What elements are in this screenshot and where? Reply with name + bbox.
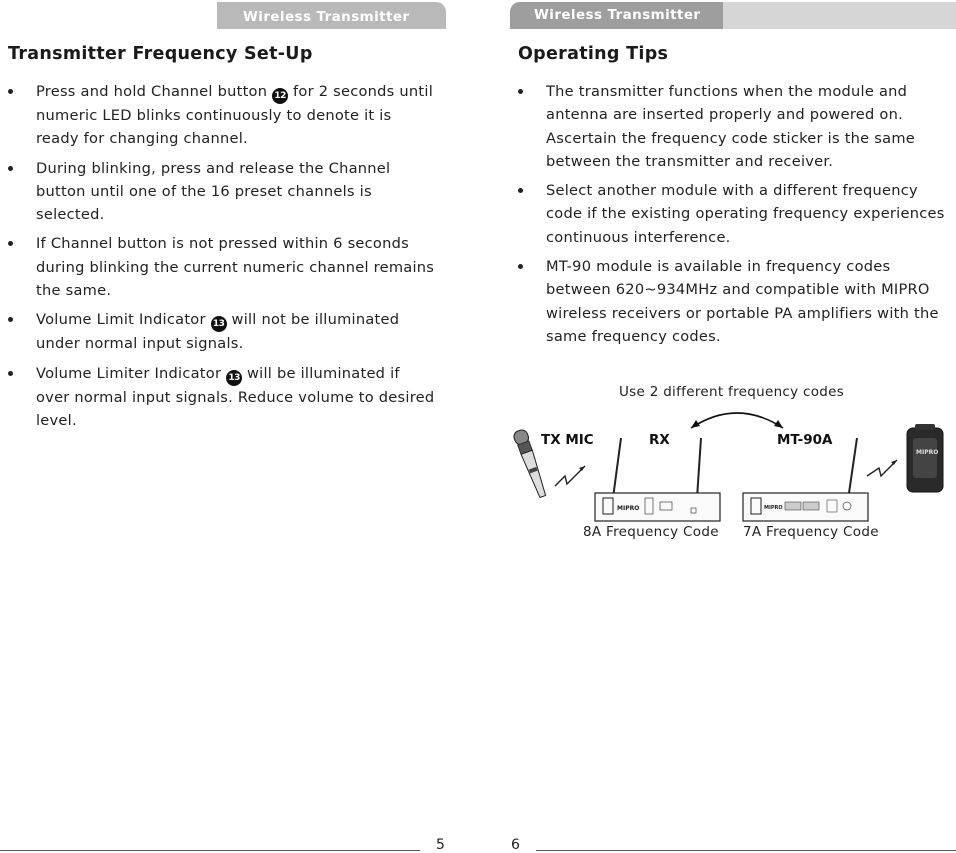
double-arrow-icon <box>691 413 783 428</box>
right-page-number: 6 <box>511 837 520 853</box>
list-item: Volume Limiter Indicator 13 will be illuminated if over normal input signals. Reduce volume to desired level. <box>36 362 436 433</box>
list-item: MT-90 module is available in frequency codes between 620~934MHz and compatible with MIPRO wireless receivers or portable PA amplifiers with the same frequency codes. <box>546 255 954 348</box>
callout-12-icon: 12 <box>272 88 288 104</box>
module-label: MT-90A <box>777 432 833 448</box>
speaker-brand-text: MIPRO <box>916 449 939 456</box>
left-section-title: Transmitter Frequency Set-Up <box>8 44 313 64</box>
bullet-icon <box>518 188 523 193</box>
left-header-text: Wireless Transmitter <box>243 9 410 25</box>
receiver-icon <box>595 438 720 521</box>
bullet-icon <box>8 371 13 376</box>
list-item: If Channel button is not pressed within 6 seconds during blinking the current numeric channel remains the same. <box>36 232 436 302</box>
microphone-icon <box>512 428 549 499</box>
bullet-icon <box>8 166 13 171</box>
right-section-title: Operating Tips <box>518 44 669 64</box>
bullet-icon <box>518 264 523 269</box>
list-item: Volume Limit Indicator 13 will not be illuminated under normal input signals. <box>36 308 436 355</box>
module-frequency-code: 7A Frequency Code <box>743 524 879 540</box>
rx-label: RX <box>649 432 670 448</box>
right-header-tab <box>510 2 956 29</box>
rx-brand-text: MIPRO <box>617 505 640 512</box>
bullet-icon <box>8 89 13 94</box>
callout-13-icon: 13 <box>211 316 227 332</box>
bullet-icon <box>518 89 523 94</box>
left-page-number: 5 <box>436 837 445 853</box>
list-item: The transmitter functions when the module and antenna are inserted properly and powered on. Ascertain the frequency code sticker is the same between the transmitter and receiver. <box>546 80 954 173</box>
list-item: Select another module with a different frequency code if the existing operating frequency experiences continuous interference. <box>546 179 954 249</box>
list-item: During blinking, press and release the Channel button until one of the 16 preset channels is selected. <box>36 157 436 227</box>
left-bullet-list <box>36 80 436 432</box>
bullet-icon <box>8 241 13 246</box>
diagram-caption: Use 2 different frequency codes <box>619 384 845 400</box>
list-item: Press and hold Channel button 12 for 2 seconds until numeric LED blinks continuously to denote it is ready for changing channel. <box>36 80 436 151</box>
rx-frequency-code: 8A Frequency Code <box>583 524 719 540</box>
frequency-diagram <box>505 398 955 528</box>
module-unit-icon <box>743 438 868 521</box>
left-header-tab <box>217 2 446 29</box>
bullet-icon <box>8 317 13 322</box>
right-bullet-list <box>546 80 954 348</box>
tx-mic-label: TX MIC <box>541 432 594 448</box>
pa-speaker-icon <box>907 424 943 492</box>
right-header-text: Wireless Transmitter <box>534 7 701 23</box>
callout-13-icon: 13 <box>226 370 242 386</box>
module-brand-text: MIPRO <box>764 505 783 511</box>
